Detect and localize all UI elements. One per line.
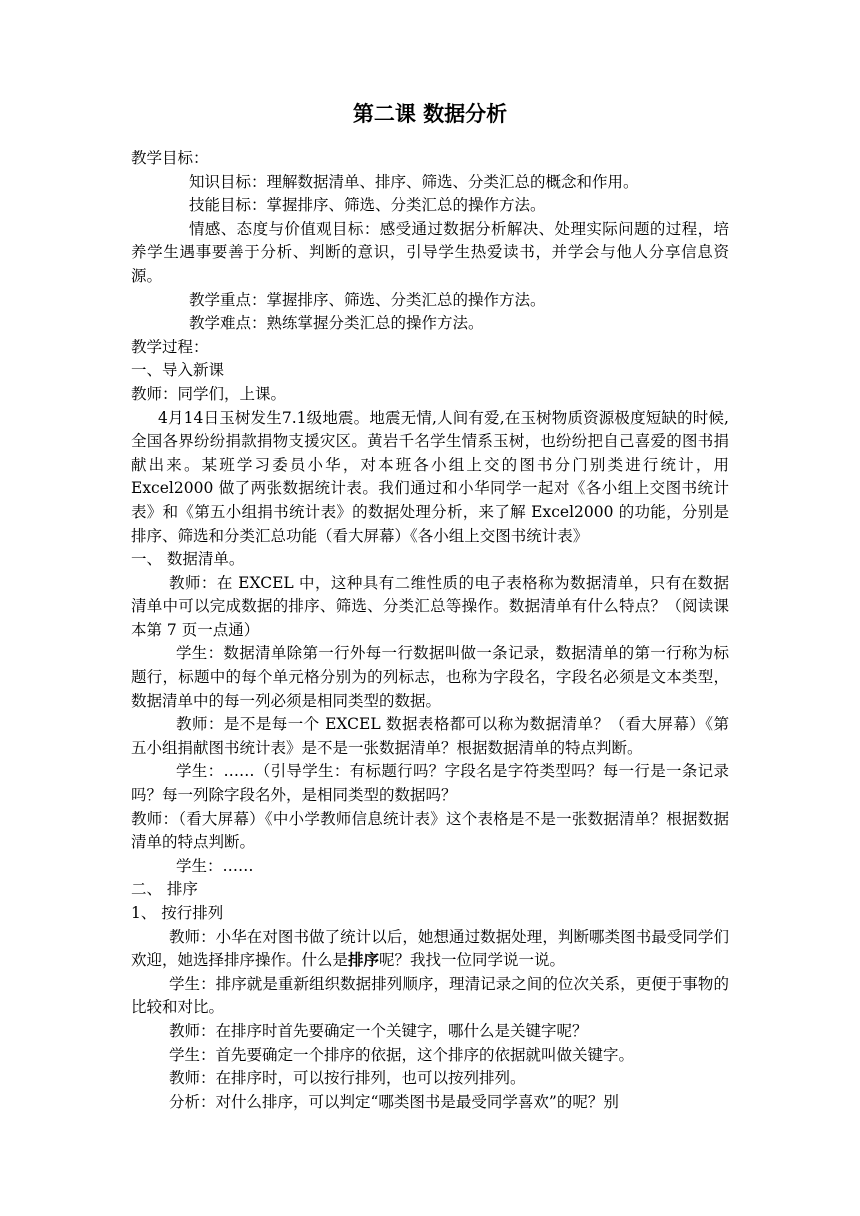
paragraph: 教学难点：熟练掌握分类汇总的操作方法。 (189, 314, 484, 333)
paragraph: 学生：…… (176, 856, 254, 875)
paragraph: 教师：是不是每一个 EXCEL 数据表格都可以称为数据清单？（看大屏幕）《第五小组捐献图书统计表》是不是一张数据清单？根据数据清单的特点判断。 (131, 715, 729, 757)
paragraph: 知识目标：理解数据清单、排序、筛选、分类汇总的概念和作用。 (189, 172, 639, 191)
paragraph: 学生：数据清单除第一行外每一行数据叫做一条记录，数据清单的第一行称为标题行，标题中的每个单元格分别为的列标志，也称为字段名，字段名必须是文本类型，数据清单中的每一列必须是相同类型的数据。 (131, 644, 729, 710)
section-heading: 二、 排序 (131, 880, 198, 899)
paragraph: 教师：（看大屏幕）《中小学教师信息统计表》这个表格是不是一张数据清单？根据数据清单的特点判断。 (131, 809, 729, 852)
paragraph: 技能目标：掌握排序、筛选、分类汇总的操作方法。 (189, 196, 546, 215)
paragraph: 教学目标： (131, 149, 209, 167)
paragraph: 学生：首先要确定一个排序的依据，这个排序的依据就叫做关键字。 (169, 1045, 635, 1064)
paragraph: 教师：在 EXCEL 中，这种具有二维性质的电子表格称为数据清单，只有在数据清单中可以完成数据的排序、筛选、分类汇总等操作。数据清单有什么特点？（阅读课本第 7 页一点通） (131, 573, 729, 639)
document-title: 第二课 数据分析 (352, 102, 508, 126)
paragraph (131, 926, 729, 973)
paragraph: 分析：对什么排序，可以判定“哪类图书是最受同学喜欢”的呢？别 (169, 1092, 619, 1111)
section-heading: 一、导入新课 (131, 361, 225, 380)
section-heading: 一、 数据清单。 (131, 550, 245, 569)
paragraph: 情感、态度与价值观目标：感受通过数据分析解决、处理实际问题的过程，培养学生遇事要善于分析、判断的意识，引导学生热爱读书，并学会与他人分享信息资源。 (131, 219, 729, 285)
paragraph: 教学重点：掌握排序、筛选、分类汇总的操作方法。 (189, 290, 546, 309)
paragraph: 教学过程： (131, 337, 209, 356)
paragraph: 学生：排序就是重新组织数据排列顺序，理清记录之间的位次关系，更便于事物的比较和对比。 (131, 974, 729, 1017)
keyword-sort: 排序 (348, 951, 380, 970)
paragraph: 教师：同学们，上课。 (131, 384, 287, 403)
document-body (131, 147, 729, 1114)
subsection-heading: 1、 按行排列 (131, 904, 224, 922)
paragraph: 教师：在排序时，可以按行排列，也可以按列排列。 (169, 1069, 526, 1088)
paragraph-text: 呢？我找一位同学说一说。 (379, 951, 566, 970)
paragraph: 学生：……（引导学生：有标题行吗？字段名是字符类型吗？每一行是一条记录吗？每一列除字段名外，是相同类型的数据吗？ (131, 762, 729, 805)
paragraph: 教师：在排序时首先要确定一个关键字，哪什么是关键字呢？ (169, 1021, 588, 1040)
paragraph: 4月14日玉树发生7.1级地震。地震无情,人间有爱,在玉树物质资源极度短缺的时候,全国各界纷纷捐款捐物支援灾区。黄岩千名学生情系玉树，也纷纷把自己喜爱的图书捐献出来。某班学习委员小华，对本班各小组上交的图书分门别类进行统计，用 Excel2000 做了两张数据统计表。我们通过和小华同学一起对《各小组上交图书统计表》和《第五小组捐书统计表》的数据处理分析，来了解 Excel2000 的功能，分别是排序、筛选和分类汇总功能（看大屏幕）《各小组上交图书统计表》 (131, 408, 729, 545)
paragraph-text: 教师：小华在对图书做了统计以后，她想通过数据处理，判断哪类图书最受同学们欢迎，她选择排序操作。什么是 (131, 927, 729, 970)
